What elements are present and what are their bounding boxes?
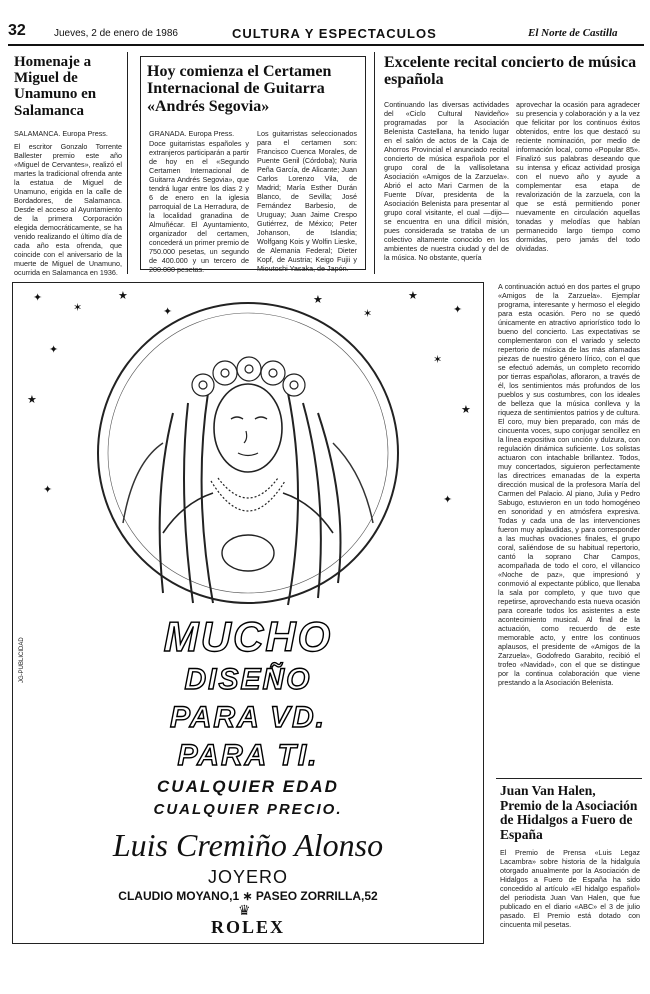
dateline-unamuno: SALAMANCA. Europa Press. [14,128,108,138]
column-divider [374,52,375,274]
store-addresses: CLAUDIO MOYANO,1 ∗ PASEO ZORRILLA,52 [118,889,378,903]
crown-icon: ♛ [238,904,251,919]
rolex-logo: ROLEX [210,917,285,937]
article-vanhalen [500,784,640,929]
article-divider [496,778,642,779]
page-number: 32 [8,22,26,39]
article-guitarra [140,56,366,274]
section-title: CULTURA Y ESPECTACULOS [232,26,437,41]
ad-line-cualquier-edad: CUALQUIER EDAD [157,777,339,796]
ad-line-mucho: MUCHO [163,613,333,660]
body-recital-left: Continuando las diversas actividades del «Ciclo Cultural Navideño» programadas por la Asociación Belenista Castellana, ha tenido lugar en el salón de actos de la Caja de Ahorros Provincial el anunciado recital concierto de música española por el grupo coral de la vallisoletana Asociación «Amigos de la Zarzuela». Abrió el acto Mari Carmen de la Fuente Dívar, presidenta de la Asociación Belenista para presentar al grupo coral visitante, el cual —dijo— se encuentra en una difícil misión, pues considerada se trataba de un colectivo altamente conocido en los ambientes de nuestra ciudad y del de la música. No obstante, quería [384,100,509,262]
ad-agency-credit: JG-PUBLICIDAD [19,637,25,683]
body-guitarra-left: Doce guitarristas españoles y extranjeros participarán a partir de hoy en el «Segundo Certamen Internacional de Guitarra Andrés Segovia», que tendrá lugar entre los días 2 y 6 de enero en la iglesia parroquial de La Herradura, de la localidad granadina de Almuñécar. El Ayuntamiento, organizador del certamen, concederá un primer premio de 750.000 pesetas, un segundo de 400.000 y un tercero de 200.000 pesetas. [149,139,249,274]
art-nouveau-illustration [93,293,403,613]
issue-date: Jueves, 2 de enero de 1986 [54,28,178,39]
headline-unamuno: Homenaje a Miguel de Unamuno en Salamanca [14,54,97,119]
ad-line-para-vd: PARA VD. [169,701,326,734]
jeweler-brand: Luis Cremiño Alonso [112,827,384,863]
page-header [0,0,650,46]
body-vanhalen: El Premio de Prensa «Luis Legaz Lacambra» sobre historia de la hidalguía otorgado anualmente por la Asociación de Hidalgos a Fuero de España ha sido concedido al artículo «El hidalgo español» del periodista Juan Van Halen, que fue publicado en el diario «ABC» el 3 de julio pasado. El Premio está dotado con cincuenta mil pesetas. [500,848,640,930]
body-guitarra-right: Los guitarristas seleccionados para el certamen son: Francisco Cuenca Morales, de Puente Genil (Córdoba); Nuria Peña García, de Alicante; Juan Carlos Lorenzo Vila, de Madrid; María Esther Durán Blanco, de Sevilla; José Fernández Barbesio, de Uruguay; Juan Jaime Crespo Gutiérrez, de México; Peter Johanson, de Islandia; Wolfgang Kois y Wolfin Lieske, de Alemania Federal; Dieter Kopf, de Austria; Keigo Fujii y Mioutoshi Yasaka, de Japón. [257,129,357,273]
column-divider [127,52,128,274]
article-unamuno [14,54,122,277]
article-recital [384,54,640,89]
newspaper-name: El Norte de Castilla [528,27,618,39]
ad-line-cualquier-precio: CUALQUIER PRECIO. [153,801,343,818]
header-rule [8,44,644,46]
jeweler-subtitle: JOYERO [207,867,288,887]
dateline-guitarra: GRANADA. Europa Press. [149,129,235,138]
body-unamuno: El escritor Gonzalo Torrente Ballester premio este año «Miguel de Cervantes», realizó el martes la tradicional ofrenda ante la estatua de Miguel de Unamuno, erigida en la calle de Bordadores, de Salamanca. Desde el acceso al Ayuntamiento de la primera Corporación elegida democráticamente, se ha venido realizando el último día de cada año esta ofrenda, que coincide con el aniversario de la muerte de Miguel de Unamuno, ocurrida en Salamanca en 1936. [14,141,122,277]
jewelry-advertisement: ✦ ✶ ★ ✦ ★ ✶ ★ ✦ ✦ ✶ ★ ★ ✦ ✦ MUCHO DISEÑO PARA VD. PARA TI. CUALQUIER EDAD CUALQUIER PRECIO. Luis Cremiño Alonso JOYERO CLAUDIO MOYANO,1 ∗ PASEO ZORRILLA,52 ♛ ROLEX JG-PUBLICIDAD [12,282,484,944]
ad-line-diseno: DISEÑO [184,663,312,696]
body-recital-continued: A continuación actuó en dos partes el grupo «Amigos de la Zarzuela». Ejemplar programa, interesante y hermoso el elegido para esta ocasión. Pero no se quedó únicamente en atractivo apriorístico todo lo bueno del concierto. Las expectativas se complementaron con el variado y selecto repertorio de música de las más afamadas piezas de nuestro género lírico, con el que se efectuó además, un completo recorrido por tierras españolas, afloraron, a través de él, los sentimientos más profundos de los pueblos y sus costumbres, con los ideales de belleza que la música conlleva y la riqueza de sentimientos patrios y de cultura. El coro, muy bien preparado, con más de cincuenta voces, supo conjugar sencillez en la línea expositiva con unción y dulzura, con regulación dinámica suficiente. Los solistas actuaron con intachable brillantez. Todos, muy concertados, siguieron perfectamente las directrices emanadas de la experta dirección musical de la profesora María del Carmen del Palacio. Al piano, Julia y Pedro Sabugo, estuvieron en un todo homogéneo en sonoridad y en atmósfera expresiva. Todas y cada una de las intervenciones fueron muy aplaudidas, y para corresponder a las muchas ovaciones finales, el grupo coral, saliéndose de su habitual repertorio, cantó la soprano Char Campos, acompañada de todo el coro, el villancico «Noche de paz», que impresionó y conmovió al expectante público, que llenaba la sala por completo, y que tuvo que repetirse, aprovechando esta nueva ocasión para corearle todos los asistentes a este acontecimiento musical. Al final de la actuación, como recuerdo de este memorable acto, y entre los continuos aplausos, el presidente de «Amigos de la Zarzuela», Godofredo Garabito, recibió el trofeo «Navidad», con el que se distingue por la continua colaboración que viene prestando a la Asociación Belenista. [498,282,640,687]
body-recital-right: aprovechar la ocasión para agradecer su presencia y colaboración y a la vez que felicitar por los continuos éxitos obtenidos, entre los que destacó su reciente nominación, por medio de información local, como «Popular 85». Finalizó sus palabras deseando que su intensa y eficaz actividad prosiga con el nuevo año y ayude a complementar esa etapa de revalorización de la zarzuela, con la que se está permitiendo poner nuevamente en circulación aquellas tonadas y melodías que habían permanecido largo tiempo como dormidas, pero jamás del todo olvidadas. [516,100,640,253]
headline-recital: Excelente recital concierto de música española [384,54,637,89]
headline-guitarra: Hoy comienza el Certamen Internacional de Guitarra «Andrés Segovia» [147,63,332,115]
ad-line-para-ti: PARA TI. [177,739,319,772]
headline-vanhalen: Juan Van Halen, Premio de la Asociación de Hidalgos a Fuero de España [500,783,638,842]
